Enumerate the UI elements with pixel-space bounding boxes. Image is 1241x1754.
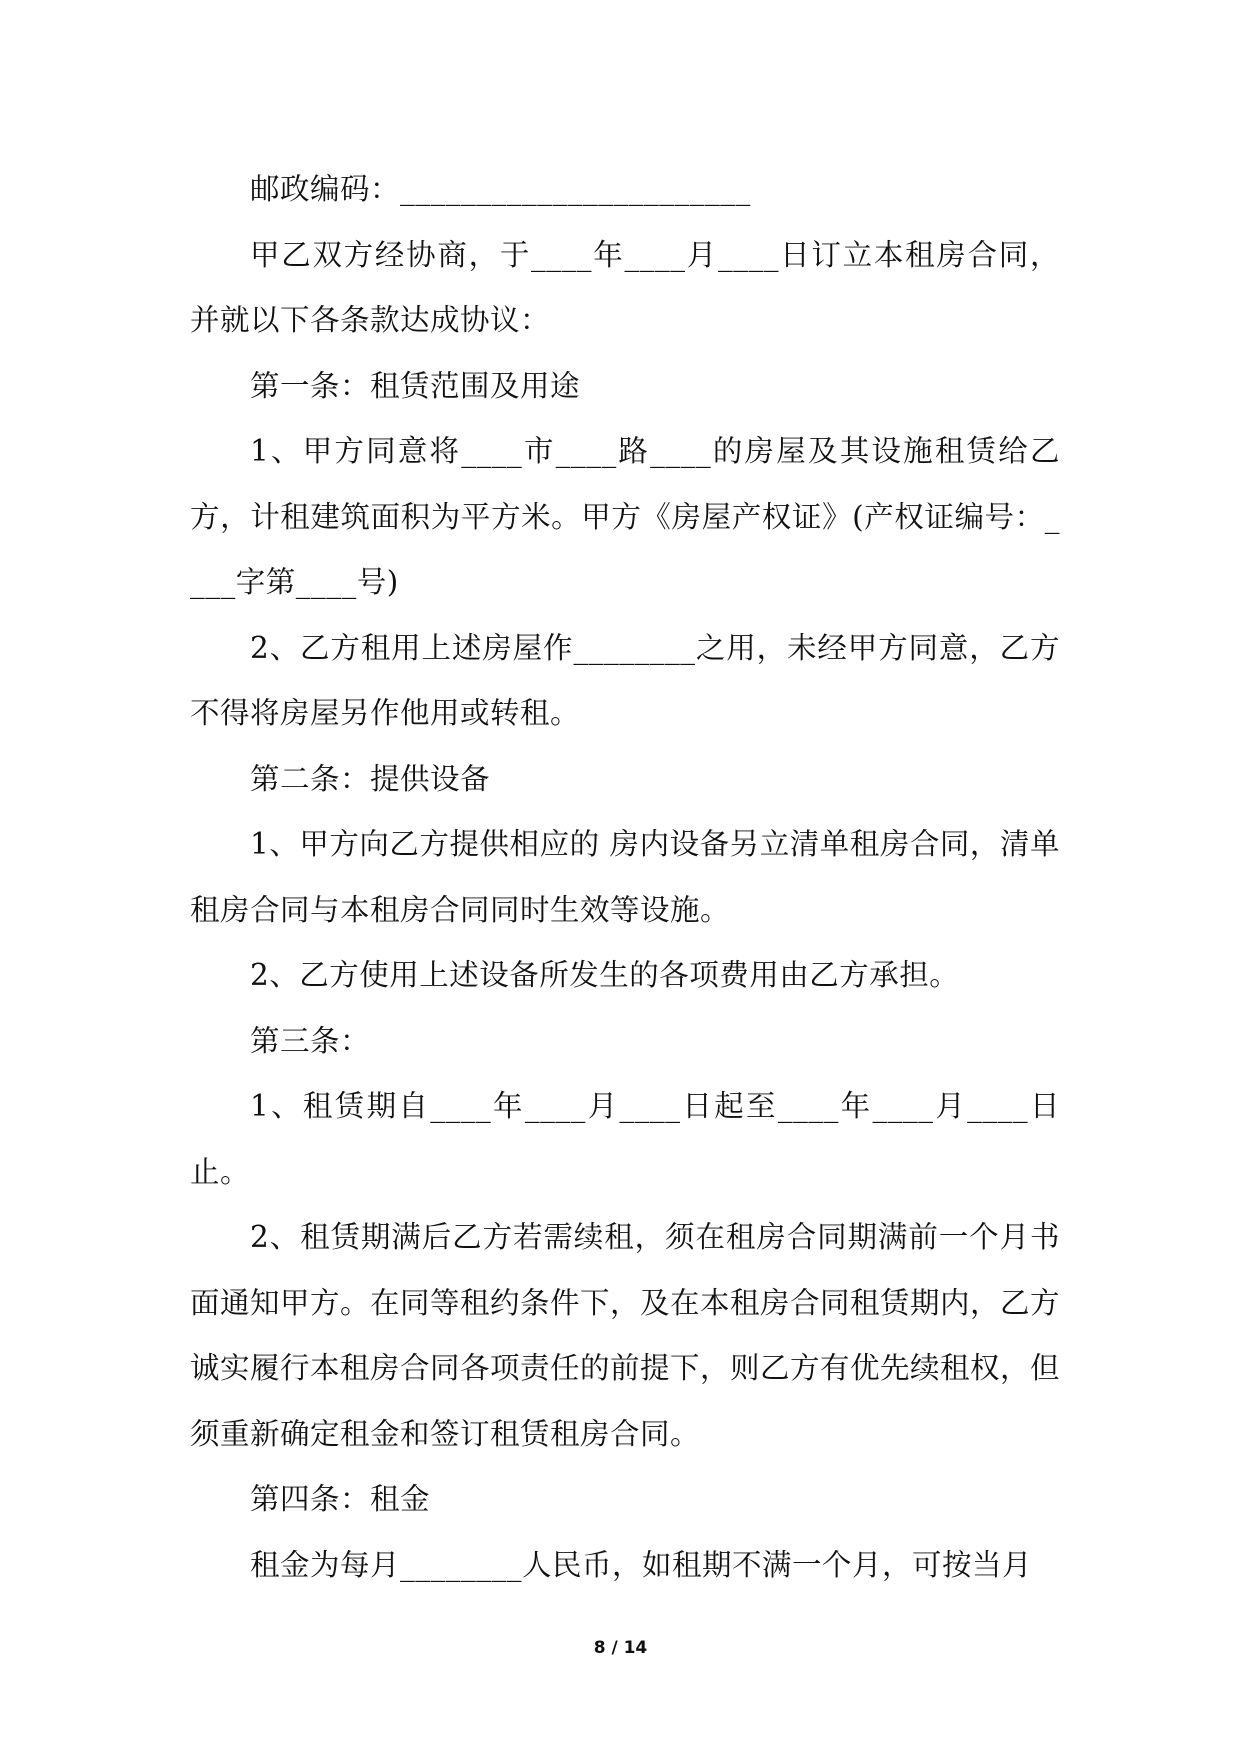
paragraph-article-4-rent: 租金为每月________人民币，如租期不满一个月，可按当月	[250, 1547, 1033, 1582]
paragraph-agreement-intro: 甲乙双方经协商，于____年____月____日订立本租房合同，并就以下各条款达成协议：	[190, 237, 1060, 337]
paragraph-postal-code: 邮政编码：_______________________	[250, 172, 751, 206]
paragraph-article-2-item-1: 1、甲方向乙方提供相应的 房内设备另立清单租房合同，清单租房合同与本租房合同同时生效等设施。	[190, 827, 1060, 927]
paragraph-article-1-item-2: 2、乙方租用上述房屋作________之用，未经甲方同意，乙方不得将房屋另作他用或转租。	[190, 630, 1060, 730]
page-number: 8 / 14	[593, 1638, 648, 1658]
paragraph-article-3-item-2: 2、租赁期满后乙方若需续租，须在租房合同期满前一个月书面通知甲方。在同等租约条件下，及在本租房合同租赁期内，乙方诚实履行本租房合同各项责任的前提下，则乙方有优先续租权，但须重新确定租金和签订租赁租房合同。	[190, 1220, 1061, 1451]
paragraph-article-3-item-1: 1、租赁期自____年____月____日起至____年____月____日止。	[190, 1089, 1060, 1189]
document-body	[190, 157, 1060, 1598]
paragraph-article-2-item-2: 2、乙方使用上述设备所发生的各项费用由乙方承担。	[250, 958, 960, 992]
heading-article-2: 第二条：提供设备	[250, 761, 491, 796]
heading-article-1: 第一条：租赁范围及用途	[250, 368, 581, 403]
paragraph-article-1-item-1: 1、甲方同意将____市____路____的房屋及其设施租赁给乙方，计租建筑面积为平方米。甲方《房屋产权证》(产权证编号：____字第____号)	[190, 434, 1060, 599]
heading-article-3: 第三条：	[250, 1023, 371, 1058]
heading-article-4: 第四条：租金	[250, 1482, 431, 1516]
